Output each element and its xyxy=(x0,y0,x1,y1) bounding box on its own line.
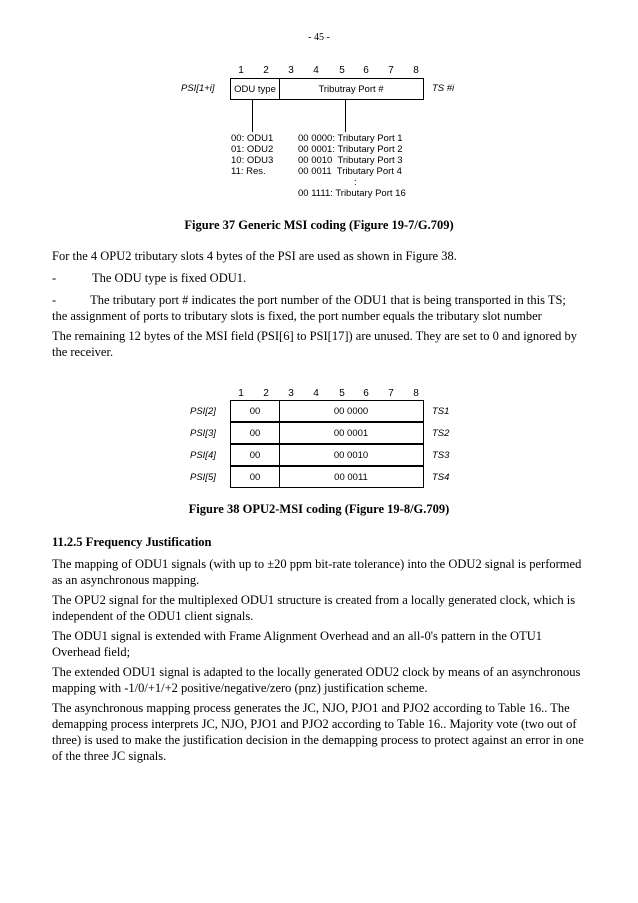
list-item: 11: Res. xyxy=(231,166,266,177)
bit-number: 1 xyxy=(238,388,244,399)
odu-type-cell: 00 xyxy=(249,427,261,439)
ts-tag: TS3 xyxy=(432,450,450,461)
bit-number: 7 xyxy=(388,388,394,399)
bit-number: 5 xyxy=(339,65,345,76)
row-label: PSI[3] xyxy=(190,428,216,439)
bullet-item xyxy=(52,292,592,324)
list-item: 00 0011 Tributary Port 4 xyxy=(298,166,402,177)
paragraph: The extended ODU1 signal is adapted to the locally generated ODU2 clock by means of an asynchronous mapping with -1/0/+1/+2 positive/negative/zero (pnz) justification scheme. xyxy=(52,665,581,695)
bullet-dash: - xyxy=(52,271,57,285)
paragraph: The ODU1 signal is extended with Frame Alignment Overhead and an all-0's pattern in the OTU1 Overhead field; xyxy=(52,629,542,659)
figure-38-caption: Figure 38 OPU2-MSI coding (Figure 19-8/G.709) xyxy=(188,502,450,516)
ts-tag: TS1 xyxy=(432,406,450,417)
bit-number: 6 xyxy=(363,65,369,76)
paragraph: The asynchronous mapping process generates the JC, NJO, PJO1 and PJO2 according to Table 16.. The demapping process interprets JC, NJO, PJO1 and PJO2 according to Table 16.. Majority vote (two out of three) is used to make the justification decision in the demapping process to protect against an error in one of the three JC signals. xyxy=(52,701,584,763)
connector-line xyxy=(252,100,253,132)
page-number: - 45 - xyxy=(308,32,330,43)
tributary-port-cell: 00 0001 xyxy=(333,427,369,439)
psi-byte-box xyxy=(230,78,424,100)
odu-type-cell: ODU type xyxy=(234,83,276,95)
tributary-port-cell: 00 0000 xyxy=(333,405,369,417)
ts-tag: TS2 xyxy=(432,428,450,439)
bit-number: 3 xyxy=(288,388,294,399)
bit-number: 6 xyxy=(363,388,369,399)
list-item: 00 1111: Tributary Port 16 xyxy=(298,188,406,199)
odu-type-cell: 00 xyxy=(249,449,261,461)
bit-number: 8 xyxy=(413,388,419,399)
bit-number: 3 xyxy=(288,65,294,76)
odu-type-list xyxy=(231,133,273,177)
row-label: PSI[2] xyxy=(190,406,216,417)
figure-37 xyxy=(0,0,638,240)
row-label: PSI[5] xyxy=(190,472,216,483)
figure-38 xyxy=(0,380,638,490)
paragraph: The OPU2 signal for the multiplexed ODU1 structure is created from a locally generated clock, which is independent of the ODU1 client signals. xyxy=(52,593,576,623)
bit-number: 1 xyxy=(238,65,244,76)
bit-number: 2 xyxy=(263,65,269,76)
list-item: 10: ODU3 xyxy=(231,155,274,166)
bit-number: 4 xyxy=(313,65,319,76)
psi-byte-box xyxy=(230,466,424,488)
list-item: 00: ODU1 xyxy=(231,133,274,144)
section-heading: 11.2.5 Frequency Justification xyxy=(52,535,212,549)
bullet-text: The ODU type is fixed ODU1. xyxy=(92,271,247,285)
tributary-port-cell: 00 0011 xyxy=(334,471,368,483)
ts-tag: TS4 xyxy=(432,472,450,483)
bullet-text-continued: the assignment of ports to tributary slots is fixed, the port number equals the tributary slot number xyxy=(52,309,542,323)
psi-byte-box xyxy=(230,422,424,444)
list-item: 00 0000: Tributary Port 1 xyxy=(298,133,403,144)
bit-number: 5 xyxy=(339,388,345,399)
figure-37-caption: Figure 37 Generic MSI coding (Figure 19-7/G.709) xyxy=(184,218,454,232)
bullet-text: The tributary port # indicates the port number of the ODU1 that is being transported in this TS; xyxy=(90,293,566,307)
ts-tag: TS #i xyxy=(432,83,455,94)
list-item: 00 0010 Tributary Port 3 xyxy=(298,155,403,166)
row-label: PSI[4] xyxy=(190,450,216,461)
bit-number: 8 xyxy=(413,65,419,76)
paragraph: The remaining 12 bytes of the MSI field (PSI[6] to PSI[17]) are unused. They are set to 0 and ignored by the receiver. xyxy=(52,329,577,359)
bullet-item xyxy=(52,270,592,286)
tributary-port-cell: Tributray Port # xyxy=(318,83,384,95)
bit-number: 7 xyxy=(388,65,394,76)
list-item: 01: ODU2 xyxy=(231,144,274,155)
paragraph: For the 4 OPU2 tributary slots 4 bytes of the PSI are used as shown in Figure 38. xyxy=(52,249,457,263)
paragraph: The mapping of ODU1 signals (with up to ±20 ppm bit-rate tolerance) into the ODU2 signal is performed as an asynchronous mapping. xyxy=(52,557,582,587)
bullet-dash: - xyxy=(52,293,57,307)
psi-byte-box xyxy=(230,400,424,422)
port-list xyxy=(298,133,406,199)
list-ellipsis: : xyxy=(354,177,357,188)
list-item: 00 0001: Tributary Port 2 xyxy=(298,144,403,155)
connector-line xyxy=(345,100,346,132)
bit-number: 4 xyxy=(313,388,319,399)
row-label: PSI[1+i] xyxy=(181,83,215,94)
bit-number: 2 xyxy=(263,388,269,399)
odu-type-cell: 00 xyxy=(249,405,261,417)
psi-byte-box xyxy=(230,444,424,466)
tributary-port-cell: 00 0010 xyxy=(333,449,369,461)
odu-type-cell: 00 xyxy=(249,471,261,483)
